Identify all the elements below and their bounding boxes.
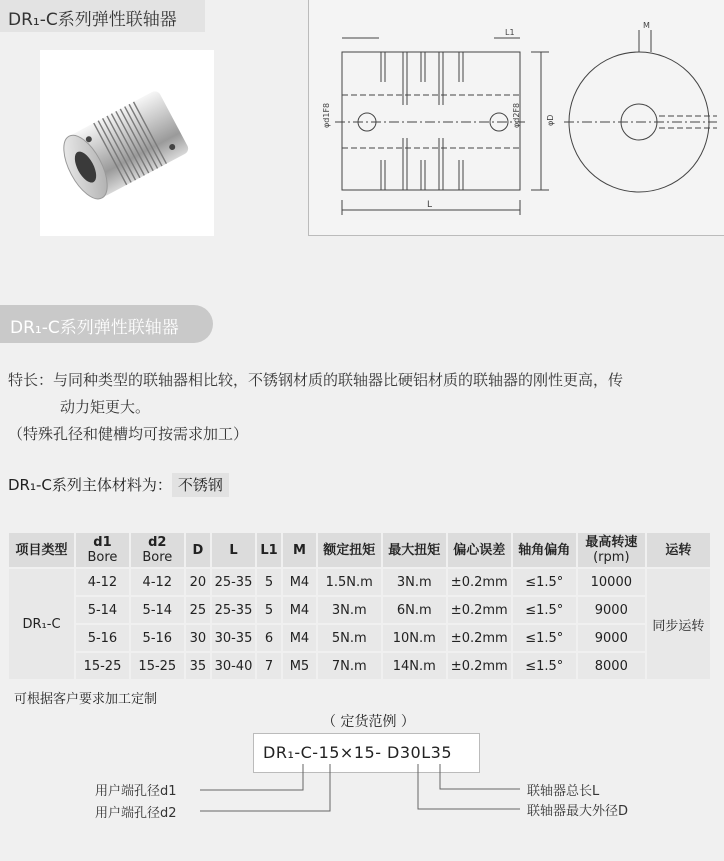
table-cell: ≤1.5° (513, 653, 576, 679)
table-cell: 5-14 (131, 597, 184, 623)
section-title: DR₁-C系列弹性联轴器 (10, 318, 179, 338)
table-cell: 5-16 (131, 625, 184, 651)
order-code: DR₁-C-15×15- D30L35 (263, 743, 453, 762)
dim-M-label: M (643, 21, 650, 30)
header-subtext: (rpm) (593, 550, 630, 565)
table-cell: 30-35 (212, 625, 255, 651)
table-cell: 5-16 (76, 625, 129, 651)
header-subtext: Bore (142, 550, 173, 565)
dim-L-label: L (427, 200, 433, 210)
order-example-title: （ 定货范例 ） (322, 714, 415, 730)
header-text: L (229, 542, 238, 558)
features-line-1: 特长：与同种类型的联轴器相比较，不锈钢材质的联轴器比硬铝材质的联轴器的刚性更高，传 (8, 371, 624, 389)
dim-L1-label: L1 (505, 28, 515, 37)
material-value: 不锈钢 (172, 473, 229, 497)
table-cell: 20 (186, 569, 210, 595)
header-text: 轴角偏角 (518, 542, 571, 558)
table-cell: 1.5N.m (318, 569, 381, 595)
table-cell: 15-25 (131, 653, 184, 679)
table-cell: 25-35 (212, 569, 255, 595)
table-cell: M5 (283, 653, 316, 679)
header-text: 偏心误差 (453, 542, 506, 558)
table-cell: 14N.m (383, 653, 446, 679)
header-text: L1 (260, 542, 278, 558)
table-cell: 30 (186, 625, 210, 651)
table-cell: 7 (257, 653, 281, 679)
dim-D-label: φD (546, 114, 555, 126)
dim-d1-label: φd1F8 (322, 102, 331, 128)
header-text: 最高转速 (585, 535, 638, 550)
features-line-2: 动力矩更大。 (60, 398, 151, 416)
table-cell: 25-35 (212, 597, 255, 623)
table-cell: 3N.m (383, 569, 446, 595)
table-cell: ±0.2mm (448, 597, 511, 623)
material-label: DR₁-C系列主体材料为： (8, 476, 172, 494)
model-cell: DR₁-C (9, 569, 74, 679)
table-cell: 8000 (578, 653, 645, 679)
table-cell: M4 (283, 597, 316, 623)
table-cell: ≤1.5° (513, 597, 576, 623)
table-cell: M4 (283, 625, 316, 651)
table-cell: 15-25 (76, 653, 129, 679)
table-cell: 5N.m (318, 625, 381, 651)
table-cell: 4-12 (76, 569, 129, 595)
table-cell: ≤1.5° (513, 569, 576, 595)
top-title: DR₁-C系列弹性联轴器 (8, 10, 177, 30)
table-cell: 5 (257, 597, 281, 623)
dim-d2-label: φd2F8 (512, 102, 521, 128)
custom-note: 可根据客户要求加工定制 (14, 692, 158, 707)
label-d1: 用户端孔径d1 (95, 784, 177, 799)
table-cell: 30-40 (212, 653, 255, 679)
table-cell: 35 (186, 653, 210, 679)
header-text: M (292, 542, 306, 558)
header-text: 额定扭矩 (323, 542, 376, 558)
header-text: d1 (93, 535, 112, 550)
table-cell: 7N.m (318, 653, 381, 679)
table-cell: 6 (257, 625, 281, 651)
table-cell: 9000 (578, 625, 645, 651)
table-cell: ≤1.5° (513, 625, 576, 651)
table-cell: 3N.m (318, 597, 381, 623)
table-cell: 10N.m (383, 625, 446, 651)
table-cell: 4-12 (131, 569, 184, 595)
table-cell: ±0.2mm (448, 625, 511, 651)
table-cell: ±0.2mm (448, 569, 511, 595)
table-cell: 5 (257, 569, 281, 595)
table-cell: M4 (283, 569, 316, 595)
header-text: D (192, 542, 204, 558)
header-text: 运转 (665, 542, 692, 558)
operation-cell: 同步运转 (647, 569, 710, 679)
label-D: 联轴器最大外径D (527, 804, 629, 819)
table-cell: 6N.m (383, 597, 446, 623)
table-cell: ±0.2mm (448, 653, 511, 679)
header-subtext: Bore (87, 550, 118, 565)
table-cell: 9000 (578, 597, 645, 623)
table-cell: 10000 (578, 569, 645, 595)
header-text: 项目类型 (15, 542, 68, 558)
header-text: d2 (148, 535, 167, 550)
label-L: 联轴器总长L (527, 784, 600, 799)
features-line-3: （特殊孔径和健槽均可按需求加工） (8, 425, 249, 443)
table-cell: 5-14 (76, 597, 129, 623)
table-cell: 25 (186, 597, 210, 623)
header-text: 最大扭矩 (388, 542, 441, 558)
label-d2: 用户端孔径d2 (95, 806, 177, 821)
